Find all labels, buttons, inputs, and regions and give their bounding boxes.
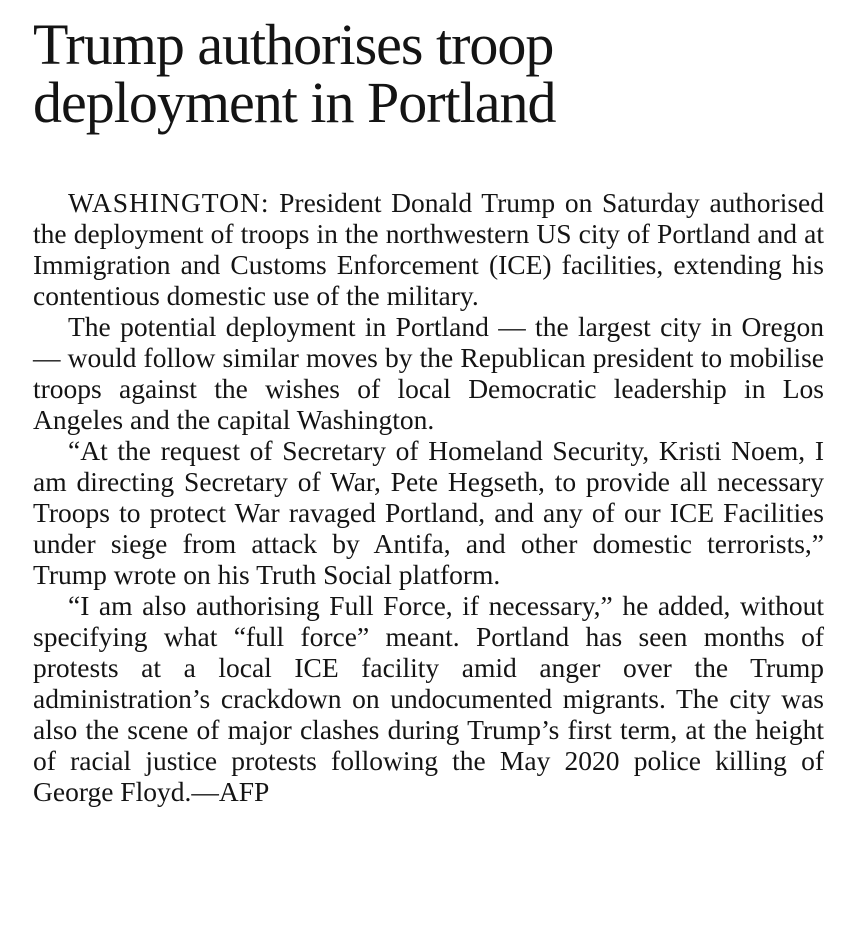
article-paragraph-3: “At the request of Secretary of Homeland Security, Kristi Noem, I am directing Secretary of War, Pete Hegseth, to provide all necessary Troops to protect War ravaged Portland, and any of our ICE Facilities under siege from attack by Antifa, and other domestic terrorists,” Trump wrote on his Truth Social platform. bbox=[33, 435, 824, 590]
article-paragraph-4: “I am also authorising Full Force, if necessary,” he added, without specifying what “full force” meant. Portland has seen months of protests at a local ICE facility amid anger over the Trump administration’s crackdown on undocumented migrants. The city was also the scene of major clashes during Trump’s first term, at the height of racial justice protests following the May 2020 police killing of George Floyd.—AFP bbox=[33, 590, 824, 807]
article-headline: Trump authorises troop deployment in Portland bbox=[33, 12, 556, 135]
article-paragraph-1 bbox=[33, 187, 824, 311]
article-body bbox=[33, 187, 824, 807]
paragraph-1-text: President Donald Trump on Saturday authorised the deployment of troops in the northwestern US city of Portland and at Immigration and Customs Enforcement (ICE) facilities, extending his contentious domestic use of the military. bbox=[33, 187, 824, 311]
article-paragraph-2: The potential deployment in Portland — the largest city in Oregon — would follow similar moves by the Republican president to mobilise troops against the wishes of local Democratic leadership in Los Angeles and the capital Washington. bbox=[33, 311, 824, 435]
article-dateline: WASHINGTON: bbox=[68, 187, 270, 218]
